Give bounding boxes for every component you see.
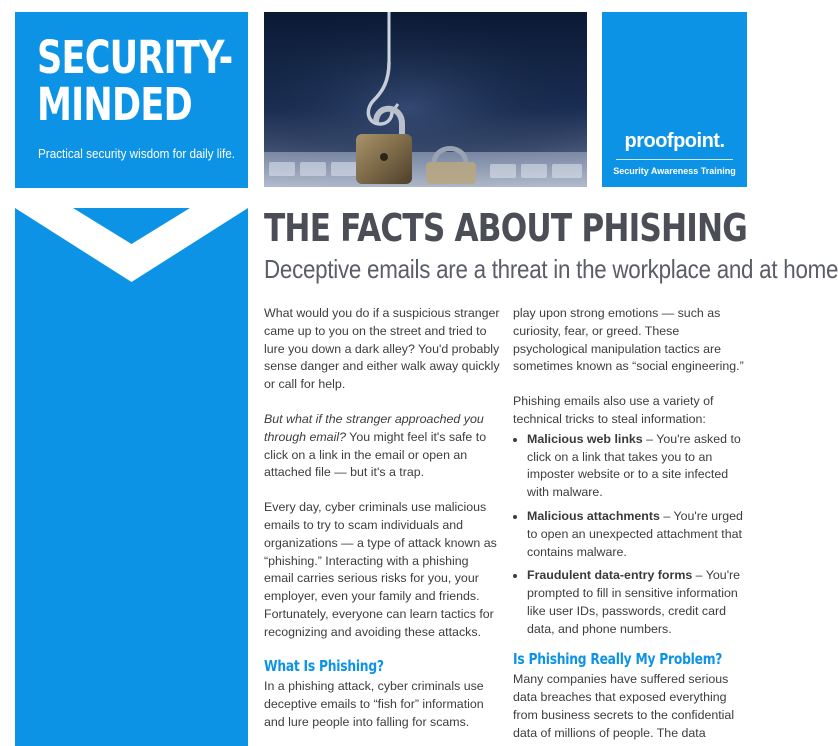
paragraph-text: You might feel it's safe to click on a link in the email or open an attached file — but it's a trap.	[264, 429, 487, 480]
paragraph: What would you do if a suspicious stranger came up to you on the street and tried to lure you down a dark alley? You'd probably sense danger and either walk away quickly or call for help.	[264, 306, 500, 392]
list-item-term: Fraudulent data-entry forms	[527, 568, 693, 583]
paragraph: Every day, cyber criminals use malicious emails to try to scam individuals and organizations — a type of attack known as “phishing.” Interacting with a phishing email carries serious risks for you, your employer, even your family and friends. Fortunately, everyone can learn tactics for recognizing and avoiding these attacks.	[264, 500, 497, 639]
list-item-text: – You're prompted to fill in sensitive information like user IDs, passwords, credit card data, and phone numbers.	[527, 568, 741, 636]
bullet-list	[513, 431, 749, 639]
masthead-title	[37, 31, 233, 131]
sidebar-divider	[15, 188, 248, 208]
paragraph: In a phishing attack, cyber criminals use deceptive emails to “fish for” information and lure people into falling for scams.	[264, 679, 484, 729]
masthead-title-line2: MINDED	[37, 78, 192, 131]
article-subheadline: Deceptive emails are a threat in the workplace and at home	[264, 254, 838, 284]
article-column-1	[264, 305, 500, 732]
masthead-tagline: Practical security wisdom for daily life.	[38, 146, 236, 161]
list-item-term: Malicious attachments	[527, 508, 660, 523]
brand-divider	[616, 159, 733, 160]
paragraph: play upon strong emotions — such as curiosity, fear, or greed. These psychological manipulation tactics are sometimes known as “social engineering.”	[513, 306, 744, 374]
paragraph: Many companies have suffered serious data breaches that exposed everything from business secrets to the confidential data of millions of people. The data	[513, 672, 735, 740]
list-item	[527, 567, 749, 638]
italic-lead: But what if the stranger approached you through email?	[264, 411, 484, 444]
list-item-text: – You're asked to click on a link that takes you to an imposter website or to a site infected with malware.	[527, 431, 741, 500]
list-item-term: Malicious web links	[527, 431, 643, 446]
section-heading: What Is Phishing?	[264, 656, 384, 675]
hero-image	[264, 12, 587, 187]
proofpoint-logo[interactable]: proofpoint.	[624, 130, 725, 152]
masthead-title-line1: SECURITY-	[37, 31, 233, 84]
brand-subtitle: Security Awareness Training	[613, 166, 736, 176]
brand-panel	[602, 12, 747, 187]
article-headline: THE FACTS ABOUT PHISHING	[264, 206, 748, 250]
section-heading: Is Phishing Really My Problem?	[513, 649, 723, 668]
list-item	[527, 431, 749, 502]
paragraph: Phishing emails also use a variety of technical tricks to steal information:	[513, 394, 714, 426]
chevron-down-icon	[15, 208, 248, 282]
article-column-2	[513, 305, 749, 743]
list-item-text: – You're urged to open an unexpected attachment that contains malware.	[527, 508, 743, 559]
list-item	[527, 508, 749, 561]
phishing-hook-padlock-icon	[264, 12, 587, 187]
paragraph	[264, 411, 500, 482]
